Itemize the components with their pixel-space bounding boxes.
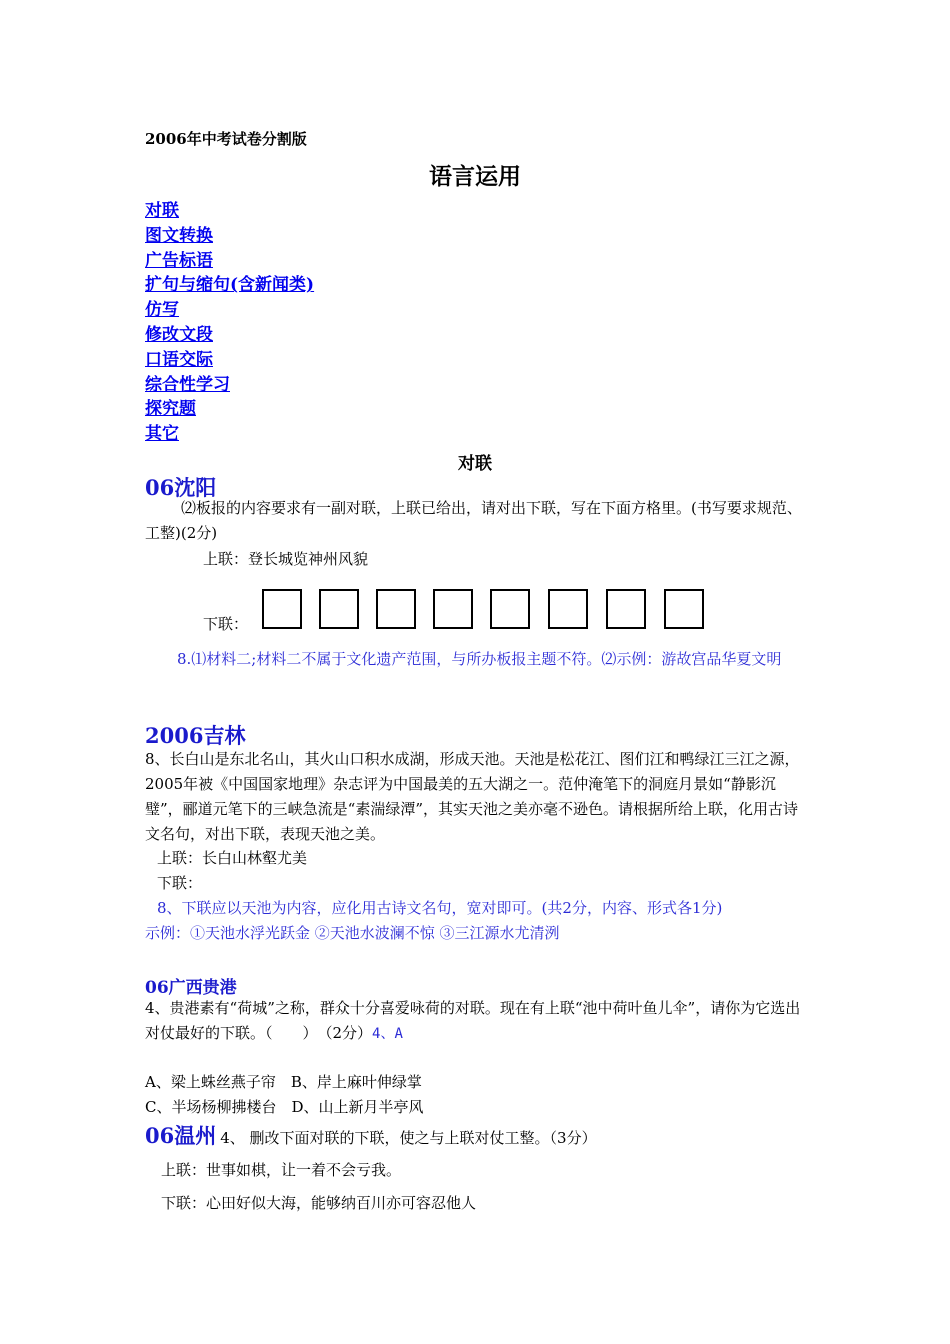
toc-link-image-text[interactable]: 图文转换: [145, 225, 213, 246]
toc-link-revise-paragraph[interactable]: 修改文段: [145, 324, 213, 345]
answer-box[interactable]: [606, 589, 646, 629]
question-text: 4、 删改下面对联的下联，使之与上联对仗工整。（3分）: [220, 1129, 597, 1147]
question-line: [145, 1120, 597, 1150]
answer-text: 8.⑴材料二;材料二不属于文化遗产范围，与所办板报主题不符。⑵示例：游故宫品华夏文明: [177, 650, 782, 668]
answer-text: 8、下联应以天池为内容，应化用古诗文名句，宽对即可。(共2分，内容、形式各1分): [157, 899, 723, 917]
answer-box[interactable]: [664, 589, 704, 629]
answer-text: 4、A: [372, 1026, 403, 1042]
toc-link-inquiry[interactable]: 探究题: [145, 399, 196, 420]
toc-link-comprehensive[interactable]: 综合性学习: [145, 374, 230, 395]
answer-box[interactable]: [548, 589, 588, 629]
toc-link-expand-shrink[interactable]: 扩句与缩句(含新闻类): [145, 275, 315, 296]
option-row: C、半场杨柳拂楼台 D、山上新月半亭风: [145, 1098, 424, 1116]
toc-link-couplet[interactable]: 对联: [145, 201, 179, 221]
table-of-contents: [145, 199, 314, 447]
answer-box[interactable]: [262, 589, 302, 629]
answer-example: 示例：①天池水浮光跃金 ②天池水波澜不惊 ③三江源水尤清洌: [145, 924, 560, 942]
main-heading: 语言运用: [429, 163, 521, 190]
question-text: 8、长白山是东北名山，其火山口积水成湖，形成天池。天池是松花江、图们江和鸭绿江三江之源，2005年被《中国国家地理》杂志评为中国最美的五大湖之一。范仲淹笔下的洞庭月景如“静影沉璧”，郦道元笔下的三峡急流是“素湍绿潭”，其实天池之美亦毫不逊色。请根据所给上联，化用古诗文名句，对出下联，表现天池之美。: [145, 750, 800, 843]
lower-couplet: 下联：: [157, 874, 203, 892]
question-body: 4、贵港素有“荷城”之称，群众十分喜爱咏荷的对联。现在有上联“池中荷叶鱼儿伞”，请你为它选出对仗最好的下联。（ ） （2分）: [145, 999, 801, 1042]
answer-box[interactable]: [433, 589, 473, 629]
region-heading-wenzhou: 06温州: [145, 1123, 217, 1148]
toc-link-oral[interactable]: 口语交际: [145, 349, 213, 370]
toc-link-imitation[interactable]: 仿写: [145, 300, 179, 321]
region-heading-jilin: 2006吉林: [145, 723, 246, 748]
toc-link-other[interactable]: 其它: [145, 424, 179, 445]
lower-couplet-label: 下联：: [203, 615, 249, 633]
answer-box[interactable]: [490, 589, 530, 629]
region-heading-guigang: 06广西贵港: [145, 978, 237, 998]
upper-couplet: 上联：世事如棋，让一着不会亏我。: [161, 1161, 402, 1179]
answer-box[interactable]: [376, 589, 416, 629]
upper-couplet: 上联：登长城览神州风貌: [203, 550, 369, 568]
section-heading: 对联: [458, 454, 492, 474]
question-text: [145, 996, 810, 1047]
region-heading-shenyang: 06沈阳: [145, 475, 217, 500]
answer-box[interactable]: [319, 589, 359, 629]
option-row: A、梁上蛛丝燕子帘 B、岸上麻叶伸绿掌: [145, 1073, 422, 1091]
lower-couplet: 下联：心田好似大海，能够纳百川亦可容忍他人: [161, 1194, 477, 1212]
toc-link-slogan[interactable]: 广告标语: [145, 250, 213, 271]
document-title: 2006年中考试卷分割版: [145, 130, 307, 148]
question-text: ⑵板报的内容要求有一副对联，上联已给出，请对出下联，写在下面方格里。(书写要求规范、工整)(2分): [145, 499, 802, 542]
upper-couplet: 上联：长白山林壑尤美: [157, 849, 308, 867]
